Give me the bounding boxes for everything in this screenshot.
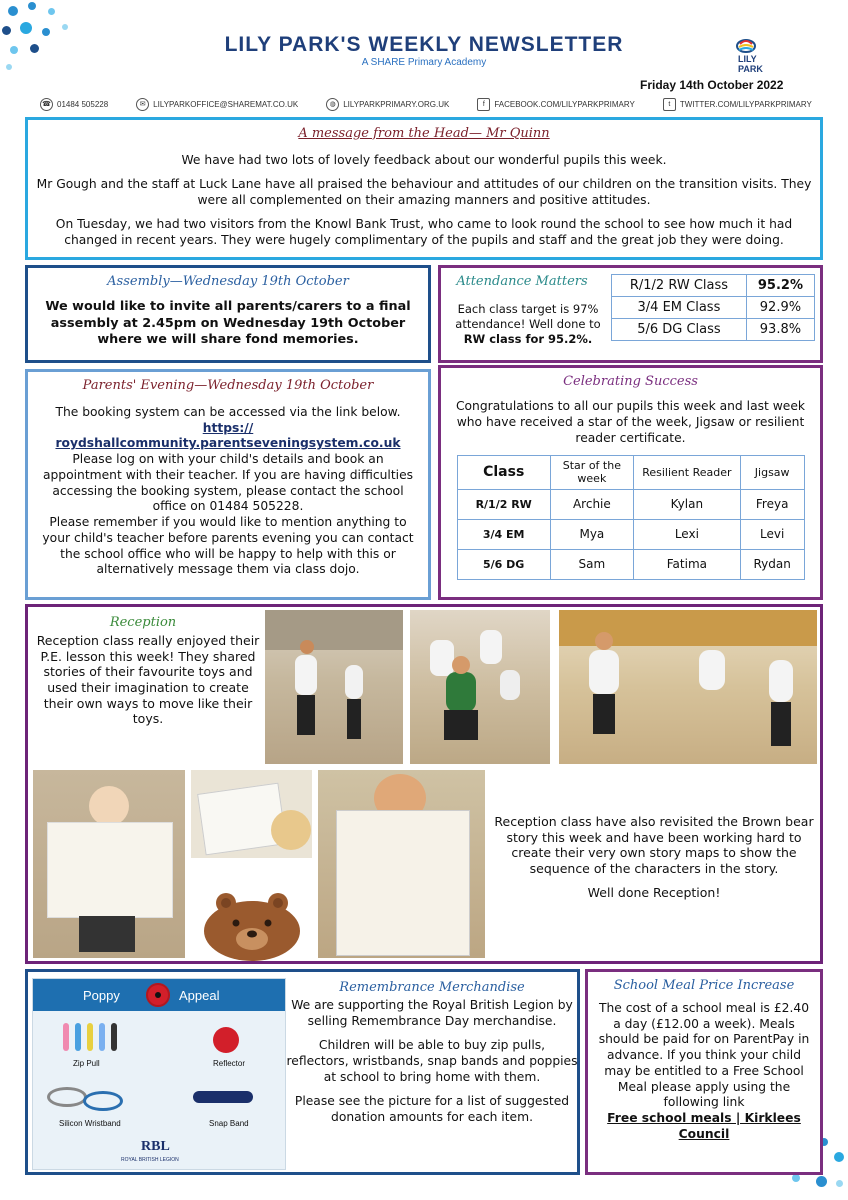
school-meal-text: The cost of a school meal is £2.40 a day (£12.00 a week). Meals should be paid for on ParentPay in advance. If you think your child may be entitled to a Free School Meal please apply using the following link (598, 1001, 810, 1110)
assembly-box (25, 265, 431, 363)
reception-p1: Reception class really enjoyed their P.E. lesson this week! They shared stories of their favourite toys and used their imagination to create their own ways to move like their toys. (36, 633, 260, 727)
head-message-box (25, 117, 823, 260)
pe-lesson-photo-1 (265, 610, 403, 764)
reception-box (25, 604, 823, 964)
remembrance-title: Remembrance Merchandise (339, 980, 525, 995)
email-icon: ✉ (136, 98, 149, 111)
assembly-text: We would like to invite all parents/carers to a final assembly at 2.45pm on Wednesday 19th October where we will share fond memories. (45, 299, 411, 348)
table-row: 5/6 DG Class 93.8% (612, 319, 815, 341)
celebrating-box (438, 365, 823, 600)
celebrating-table (457, 455, 805, 580)
remembrance-p3: Please see the picture for a list of suggested donation amounts for each item. (294, 1093, 570, 1124)
table-row: 3/4 EM Mya Lexi Levi (457, 519, 804, 549)
phone-icon: ☎ (40, 98, 53, 111)
remembrance-p1: We are supporting the Royal British Legion by selling Remembrance Day merchandise. (291, 998, 573, 1028)
poster-item-zip-pull: Zip Pull (73, 1059, 100, 1068)
parents-evening-p3: Please remember if you would like to mention anything to your child's teacher before parents evening you can contact the school office who will be happy to help with this or alternatively message them via class dojo. (42, 515, 414, 577)
reception-p2: Reception class have also revisited the Brown bear story this week and have been working hard to create their very own story maps to show the sequence of the characters in the story. (494, 814, 814, 876)
contact-website[interactable]: ◍ LILYPARKPRIMARY.ORG.UK (326, 98, 449, 111)
attendance-title: Attendance Matters (456, 274, 588, 289)
story-map-photo-1 (33, 770, 185, 958)
head-message-p3: On Tuesday, we had two visitors from the Knowl Bank Trust, who came to look round the school to see how much it had changed in recent years. They were hugely complimentary of the pupils and staff and the great job they were doing. (55, 216, 793, 247)
poster-title-right: Appeal (179, 988, 220, 1003)
attendance-table (611, 274, 815, 341)
school-meal-title: School Meal Price Increase (613, 978, 795, 993)
poster-title-left: Poppy (83, 988, 120, 1003)
table-row: 3/4 EM Class 92.9% (612, 297, 815, 319)
facebook-icon: f (477, 98, 490, 111)
head-message-title: A message from the Head— Mr Quinn (298, 126, 550, 141)
attendance-box (438, 265, 823, 363)
parents-evening-title: Parents' Evening—Wednesday 19th October (82, 378, 374, 393)
contact-twitter[interactable]: t TWITTER.COM/LILYPARKPRIMARY (663, 98, 812, 111)
pe-lesson-photo-3 (559, 610, 817, 764)
brown-bear-illustration (200, 885, 304, 965)
head-message-p1: We have had two lots of lovely feedback about our wonderful pupils this week. (181, 153, 667, 167)
head-message-p2: Mr Gough and the staff at Luck Lane have all praised the behaviour and attitudes of our children on the transition visits. They were all complemented on their amazing manners and positive attitudes. (36, 176, 812, 207)
parents-evening-link[interactable]: https:// roydshallcommunity.parentseveningsystem.co.uk (55, 420, 401, 451)
school-meal-link[interactable]: Free school meals | Kirklees Council (607, 1111, 801, 1141)
poster-item-reflector: Reflector (213, 1059, 246, 1068)
remembrance-p2: Children will be able to buy zip pulls, reflectors, wristbands, snap bands and poppies at school to bring home with them. (286, 1037, 578, 1084)
poppy-appeal-poster (32, 978, 286, 1170)
contact-phone[interactable]: ☎ 01484 505228 (40, 98, 108, 111)
contact-email[interactable]: ✉ LILYPARKOFFICE@SHAREMAT.CO.UK (136, 98, 298, 111)
newsletter-date: Friday 14th October 2022 (640, 78, 784, 92)
newsletter-subtitle: A SHARE Primary Academy (361, 57, 487, 68)
poster-item-snap-band: Snap Band (209, 1119, 249, 1128)
poster-item-silicon-wristband: Silicon Wristband (59, 1119, 121, 1128)
celebrating-title: Celebrating Success (563, 374, 698, 389)
reception-title: Reception (109, 615, 177, 630)
assembly-title: Assembly—Wednesday 19th October (107, 274, 349, 289)
logo-text: LILY PARK (738, 54, 763, 74)
reception-p3: Well done Reception! (587, 884, 721, 900)
contact-bar (40, 96, 810, 112)
twitter-icon: t (663, 98, 676, 111)
table-row: R/1/2 RW Class 95.2% (612, 275, 815, 297)
parents-evening-p1: The booking system can be accessed via the link below. (55, 405, 401, 419)
newsletter-title: LILY PARK'S WEEKLY NEWSLETTER (224, 33, 624, 56)
table-row: R/1/2 RW Archie Kylan Freya (457, 489, 804, 519)
story-map-photo-3 (318, 770, 485, 958)
table-row: 5/6 DG Sam Fatima Rydan (457, 549, 804, 579)
school-meal-box (585, 969, 823, 1175)
table-row: Class Star of the week Resilient Reader Jigsaw (457, 455, 804, 489)
parents-evening-p2: Please log on with your child's details and book an appointment with their teacher. If you are having difficulties accessing the booking system, please contact the school office on 01484 505228. (42, 452, 414, 514)
celebrating-text: Congratulations to all our pupils this week and last week who have received a star of the week, Jigsaw or resilient reader certificate. (455, 399, 806, 445)
parents-evening-box (25, 369, 431, 600)
school-logo (722, 34, 782, 80)
contact-facebook[interactable]: f FACEBOOK.COM/LILYPARKPRIMARY (477, 98, 634, 111)
remembrance-box (25, 969, 580, 1175)
attendance-text: Each class target is 97% attendance! Well done to RW class for 95.2%. (455, 302, 601, 346)
rbl-logo-sub: ROYAL BRITISH LEGION (121, 1157, 179, 1163)
rbl-logo: RBL (141, 1139, 170, 1154)
globe-icon: ◍ (326, 98, 339, 111)
poppy-icon (146, 983, 170, 1007)
pe-lesson-photo-2 (410, 610, 550, 764)
story-map-photo-2 (191, 770, 312, 858)
